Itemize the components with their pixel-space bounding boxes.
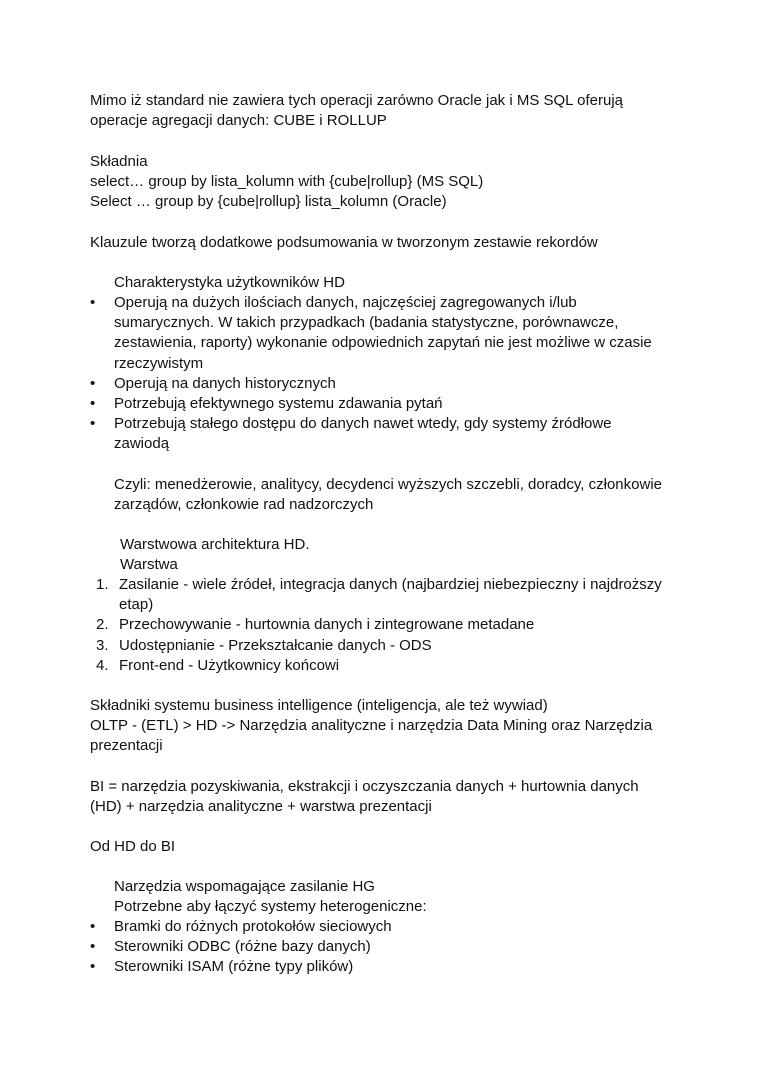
- syntax-paragraph: [90, 152, 680, 213]
- tools-subheading: Potrzebne aby łączyć systemy heterogeniczne:: [114, 898, 427, 915]
- list-number: 3.: [96, 636, 109, 654]
- list-item: • Sterowniki ISAM (różne typy plików): [90, 957, 680, 977]
- bi-section-title: Od HD do BI: [90, 838, 176, 855]
- list-text: Udostępnianie - Przekształcanie danych - ODS: [119, 636, 432, 654]
- architecture-list: [90, 575, 690, 676]
- list-item: • Potrzebują stałego dostępu do danych nawet wtedy, gdy systemy źródłowe zawiodą: [90, 414, 670, 454]
- list-text: Zasilanie - wiele źródeł, integracja danych (najbardziej niebezpieczny i najdroższy etap): [119, 576, 662, 614]
- users-summary: Czyli: menedżerowie, analitycy, decydenci wyższych szczebli, doradcy, członkowie zarządów, członkowie rad nadzorczych: [114, 476, 662, 514]
- list-number: 4.: [96, 656, 109, 674]
- bi-formula: BI = narzędzia pozyskiwania, ekstrakcji i oczyszczania danych + hurtownia danych (HD) + narzędzia analityczne + warstwa prezentacji: [90, 778, 639, 816]
- list-item: • Operują na dużych ilościach danych, najczęściej zagregowanych i/lub sumarycznych. W takich przypadkach (badania statystyczne, porównawcze, zestawienia, raporty) wykonanie odpowiednich zapytań nie jest możliwe w czasie rzeczywistym: [90, 293, 670, 374]
- architecture-heading: Warstwowa architektura HD.: [120, 536, 310, 553]
- list-item: [90, 615, 690, 635]
- clauses-paragraph: [90, 233, 680, 253]
- list-number: 1.: [96, 576, 109, 593]
- list-text: Przechowywanie - hurtownia danych i zintegrowane metadane: [119, 616, 535, 634]
- bi-formula-paragraph: [90, 777, 650, 817]
- list-item: [90, 636, 690, 656]
- bi-components: Składniki systemu business intelligence (inteligencja, ale też wywiad): [90, 697, 548, 714]
- list-item: [90, 575, 690, 615]
- syntax-mssql: select… group by lista_kolumn with {cube|rollup} (MS SQL): [90, 173, 484, 191]
- syntax-oracle: Select … group by {cube|rollup} lista_kolumn (Oracle): [90, 193, 447, 211]
- tools-heading: Narzędzia wspomagające zasilanie HG: [114, 878, 375, 895]
- list-item: [90, 656, 690, 676]
- users-heading: Charakterystyka użytkowników HD: [114, 274, 345, 291]
- bi-flow: OLTP - (ETL) > HD -> Narzędzia analityczne i narzędzia Data Mining oraz Narzędzia prezentacji: [90, 717, 653, 755]
- architecture-subheading: Warstwa: [120, 556, 178, 573]
- clauses-text: Klauzule tworzą dodatkowe podsumowania w tworzonym zestawie rekordów: [90, 234, 598, 251]
- list-item: • Sterowniki ODBC (różne bazy danych): [90, 937, 680, 957]
- list-item: • Operują na danych historycznych: [90, 374, 670, 394]
- list-item: • Bramki do różnych protokołów sieciowych: [90, 917, 680, 937]
- list-number: 2.: [96, 616, 109, 634]
- intro-line-2: operacje agregacji danych: CUBE i ROLLUP: [90, 112, 387, 130]
- intro-line-1: Mimo iż standard nie zawiera tych operacji zarówno Oracle jak i MS SQL oferują: [90, 92, 623, 109]
- syntax-heading: Składnia: [90, 153, 148, 170]
- bi-components-paragraph: [90, 696, 660, 757]
- users-list: [90, 293, 670, 455]
- intro-paragraph: [90, 91, 680, 131]
- list-text: Front-end - Użytkownicy końcowi: [119, 656, 340, 674]
- tools-list: [90, 917, 680, 978]
- list-item: • Potrzebują efektywnego systemu zdawania pytań: [90, 394, 670, 414]
